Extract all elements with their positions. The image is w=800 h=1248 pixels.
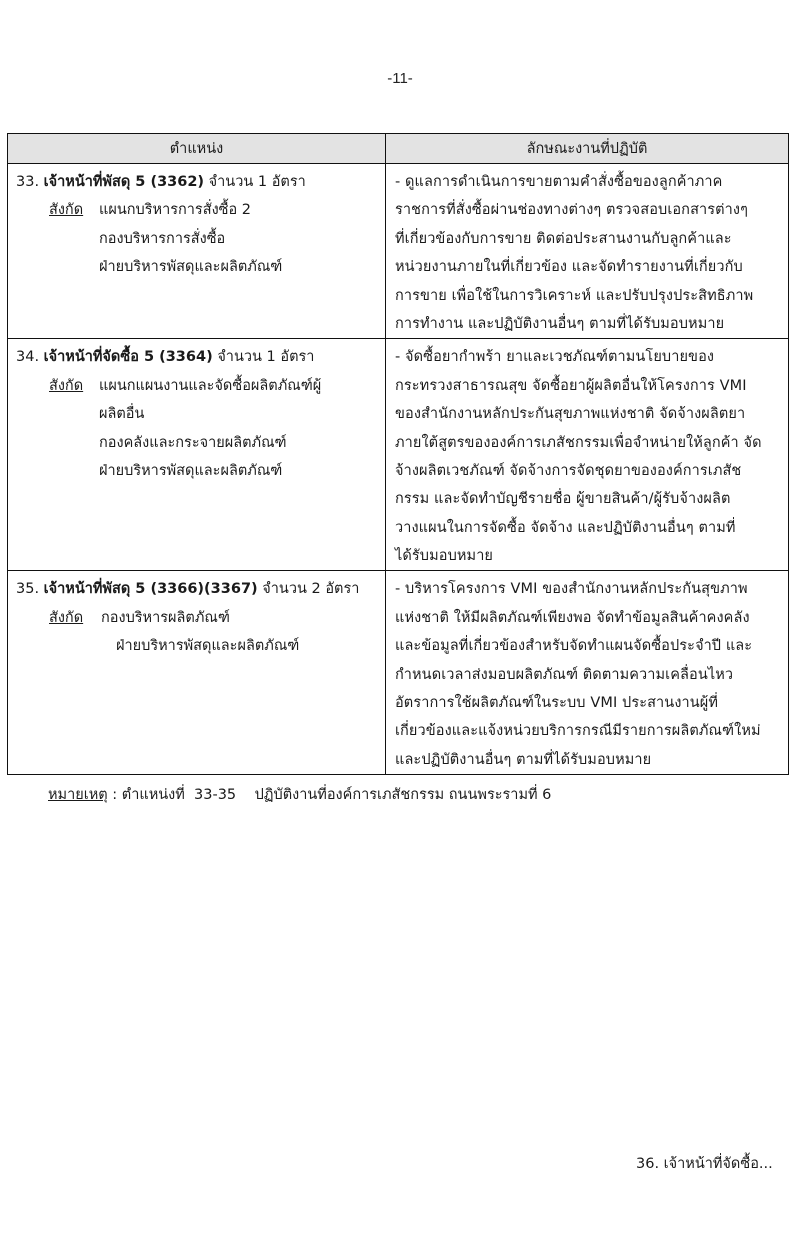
duty-line: - จัดซื้อยากำพร้า ยาและเวชภัณฑ์ตามนโยบายของ	[395, 349, 715, 366]
header-position: ตำแหน่ง	[8, 134, 386, 164]
duty-line: ราชการที่สั่งซื้อผ่านช่องทางต่างๆ ตรวจสอบเอกสารต่างๆ	[395, 202, 748, 219]
position-quota: จำนวน 1 อัตรา	[208, 174, 306, 190]
duty-line: การทำงาน และปฏิบัติงานอื่นๆ ตามที่ได้รับมอบหมาย	[395, 315, 725, 332]
duty-line: อัตราการใช้ผลิตภัณฑ์ในระบบ VMI ประสานงานผู้ที่	[395, 695, 719, 712]
footnote-label: หมายเหตุ	[48, 787, 108, 803]
position-number: 35.	[16, 581, 40, 598]
table-row-33	[8, 164, 789, 339]
affiliation-line	[16, 196, 379, 224]
duty-line: จ้างผลิตเวชภัณฑ์ จัดจ้างการจัดชุดยาขององค์การเภสัช	[395, 462, 742, 479]
affiliation-bureau: ฝ่ายบริหารพัสดุและผลิตภัณฑ์	[116, 638, 300, 655]
duties-cell	[386, 164, 789, 339]
header-duties: ลักษณะงานที่ปฏิบัติ	[386, 134, 789, 164]
duty-line: และปฏิบัติงานอื่นๆ ตามที่ได้รับมอบหมาย	[395, 751, 652, 768]
position-title: เจ้าหน้าที่จัดซื้อ 5 (3364)	[43, 349, 213, 366]
duty-line: ได้รับมอบหมาย	[395, 548, 494, 565]
duty-line: กรรม และจัดทำบัญชีรายชื่อ ผู้ขายสินค้า/ผู้รับจ้างผลิต	[395, 491, 731, 508]
affiliation-division-cont: ผลิตอื่น	[99, 406, 145, 423]
affiliation-label: สังกัด	[49, 609, 84, 626]
duty-line: ที่เกี่ยวข้องกับการขาย ติดต่อประสานงานกับลูกค้าและ	[395, 230, 732, 247]
duty-line: ภายใต้สูตรขององค์การเภสัชกรรมเพื่อจำหน่ายให้ลูกค้า จัด	[395, 434, 762, 451]
footnote-separator: :	[107, 787, 122, 803]
continuation-text: 36. เจ้าหน้าที่จัดซื้อ...	[636, 1156, 773, 1172]
affiliation-bureau: ฝ่ายบริหารพัสดุและผลิตภัณฑ์	[99, 259, 283, 276]
positions-table	[7, 133, 789, 775]
duty-line: การขาย เพื่อใช้ในการวิเคราะห์ และปรับปรุงประสิทธิภาพ	[395, 287, 754, 304]
position-title-line	[16, 168, 379, 196]
affiliation-label: สังกัด	[49, 202, 84, 219]
position-title-line	[16, 343, 379, 371]
duty-line: วางแผนในการจัดซื้อ จัดจ้าง และปฏิบัติงานอื่นๆ ตามที่	[395, 519, 736, 536]
duty-line: แห่งชาติ ให้มีผลิตภัณฑ์เพียงพอ จัดทำข้อมูลสินค้าคงคลัง	[395, 609, 750, 626]
table-row-35	[8, 571, 789, 775]
table-row-34	[8, 339, 789, 571]
affiliation-department: กองบริหารการสั่งซื้อ	[99, 230, 226, 247]
duty-line: เกี่ยวข้องและแจ้งหน่วยบริการกรณีมีรายการผลิตภัณฑ์ใหม่	[395, 723, 761, 740]
affiliation-line	[16, 372, 379, 400]
duty-line: กระทรวงสาธารณสุข จัดซื้อยาผู้ผลิตอื่นให้โครงการ VMI	[395, 377, 747, 394]
affiliation-department: กองบริหารผลิตภัณฑ์	[101, 609, 230, 626]
position-title: เจ้าหน้าที่พัสดุ 5 (3366)(3367)	[43, 581, 258, 598]
position-number: 33.	[16, 174, 40, 190]
position-quota: จำนวน 1 อัตรา	[217, 349, 315, 366]
duty-line: กำหนดเวลาส่งมอบผลิตภัณฑ์ ติดตามความเคลื่อนไหว	[395, 666, 734, 683]
duty-line: - ดูแลการดำเนินการขายตามคำสั่งซื้อของลูกค้าภาค	[395, 174, 723, 190]
duty-line: หน่วยงานภายในที่เกี่ยวข้อง และจัดทำรายงานที่เกี่ยวกับ	[395, 259, 743, 276]
position-cell	[8, 164, 386, 339]
duties-cell	[386, 571, 789, 775]
footnote-text: ตำแหน่งที่ 33-35 ปฏิบัติงานที่องค์การเภสัชกรรม ถนนพระรามที่ 6	[121, 787, 552, 803]
duty-line: - บริหารโครงการ VMI ของสำนักงานหลักประกันสุขภาพ	[395, 581, 748, 598]
position-cell	[8, 571, 386, 775]
footnote	[48, 783, 551, 806]
duty-line: และข้อมูลที่เกี่ยวข้องสำหรับจัดทำแผนจัดซื้อประจำปี และ	[395, 638, 753, 655]
affiliation-division: แผนกแผนงานและจัดซื้อผลิตภัณฑ์ผู้	[99, 377, 322, 394]
position-quota: จำนวน 2 อัตรา	[262, 581, 360, 598]
affiliation-line	[16, 604, 379, 632]
duty-line: ของสำนักงานหลักประกันสุขภาพแห่งชาติ จัดจ้างผลิตยา	[395, 406, 746, 423]
position-number: 34.	[16, 349, 40, 366]
position-title-line	[16, 575, 379, 603]
position-title: เจ้าหน้าที่พัสดุ 5 (3362)	[43, 174, 205, 190]
position-cell	[8, 339, 386, 571]
page-number: -11-	[387, 70, 413, 87]
table-header-row	[8, 134, 789, 164]
affiliation-department: กองคลังและกระจายผลิตภัณฑ์	[99, 434, 287, 451]
duties-cell	[386, 339, 789, 571]
affiliation-bureau: ฝ่ายบริหารพัสดุและผลิตภัณฑ์	[99, 462, 283, 479]
affiliation-label: สังกัด	[49, 377, 84, 394]
affiliation-division: แผนกบริหารการสั่งซื้อ 2	[99, 202, 252, 219]
